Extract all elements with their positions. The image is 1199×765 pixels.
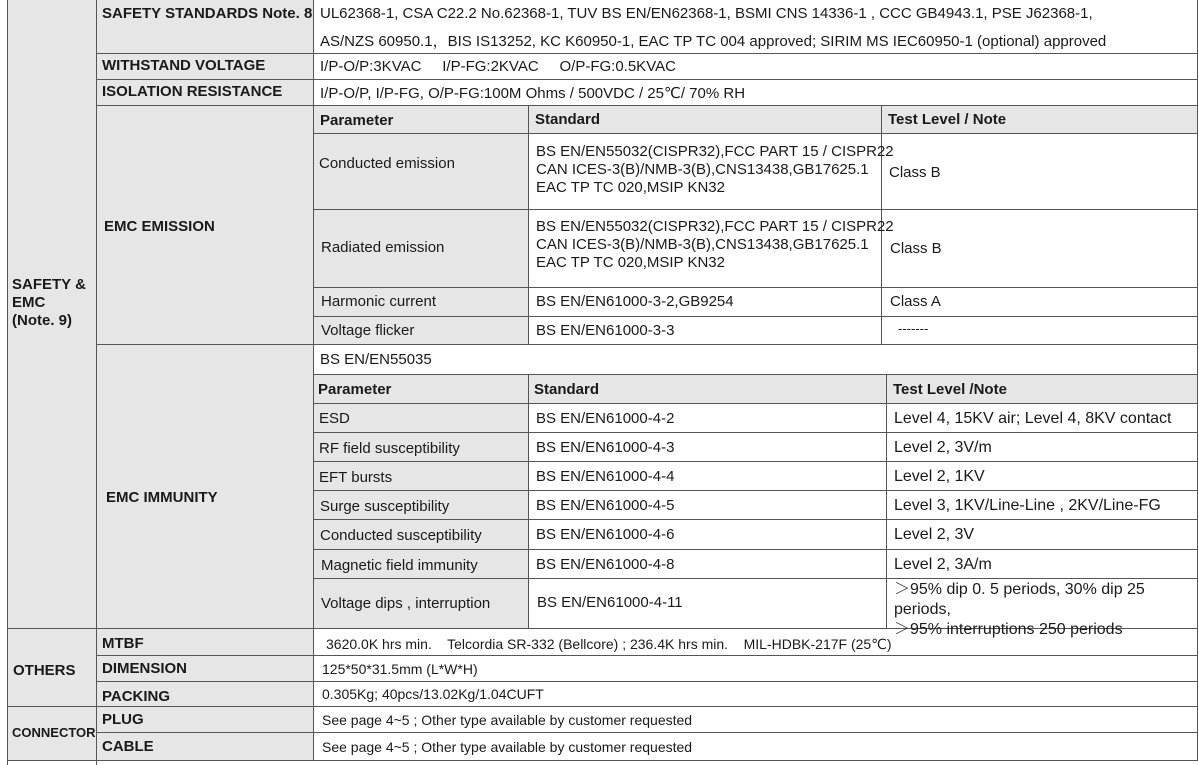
- connector-group-label: CONNECTOR: [12, 725, 96, 740]
- cable-label: CABLE: [102, 738, 154, 755]
- immunity-row-5-standard: BS EN/EN61000-4-6: [536, 526, 675, 543]
- immunity-row-7-parameter: Voltage dips , interruption: [321, 595, 491, 612]
- emission-header-standard: Standard: [535, 111, 601, 128]
- emission-row-3-parameter: Harmonic current: [321, 293, 437, 310]
- immunity-header-row: [314, 375, 1198, 403]
- immunity-row-4-standard: BS EN/EN61000-4-5: [536, 497, 675, 514]
- packing-value: 0.305Kg; 40pcs/13.02Kg/1.04CUFT: [322, 686, 544, 702]
- emission-row-1-standard: BS EN/EN55032(CISPR32),FCC PART 15 / CISPR22 CAN ICES-3(B)/NMB-3(B),CNS13438,GB17625.1 EAC TP TC 020,MSIP KN32: [536, 143, 894, 196]
- emission-row-3-level: Class A: [890, 293, 941, 310]
- emission-header-row: [314, 106, 1198, 133]
- plug-value: See page 4~5 ; Other type available by customer requested: [322, 712, 693, 728]
- safety-standards-line-1: UL62368-1, CSA C22.2 No.62368-1, TUV BS EN/EN62368-1, BSMI CNS 14336-1 , CCC GB4943.1, PSE J62368-1,: [320, 5, 1093, 22]
- immunity-row-2-level: Level 2, 3V/m: [894, 439, 992, 456]
- immunity-header-level: Test Level /Note: [893, 381, 1007, 398]
- emission-row-1-parameter: Conducted emission: [319, 155, 455, 172]
- immunity-row-1-level: Level 4, 15KV air; Level 4, 8KV contact: [894, 410, 1172, 427]
- immunity-row-4-parameter: Surge susceptibility: [320, 498, 450, 515]
- immunity-row-2-parameter: RF field susceptibility: [319, 440, 460, 457]
- emission-row-4-level: -------: [898, 321, 929, 336]
- emission-header-parameter: Parameter: [320, 112, 394, 129]
- emission-row-4-parameter: Voltage flicker: [321, 322, 415, 339]
- immunity-row-3-level: Level 2, 1KV: [894, 468, 985, 485]
- emission-row-2-standard: BS EN/EN55032(CISPR32),FCC PART 15 / CISPR22 CAN ICES-3(B)/NMB-3(B),CNS13438,GB17625.1 EAC TP TC 020,MSIP KN32: [536, 218, 894, 271]
- emission-row-3-standard: BS EN/EN61000-3-2,GB9254: [536, 293, 734, 310]
- immunity-row-2-standard: BS EN/EN61000-4-3: [536, 439, 675, 456]
- emission-row-2-level: Class B: [890, 240, 942, 257]
- immunity-header-parameter: Parameter: [318, 381, 392, 398]
- immunity-row-7-standard: BS EN/EN61000-4-11: [537, 594, 683, 611]
- immunity-row-7-level: ＞95% dip 0. 5 periods, 30% dip 25 periods, ＞95% interruptions 250 periods: [894, 581, 1145, 638]
- immunity-row-1-parameter: ESD: [319, 410, 350, 427]
- safety-standards-line-2: AS/NZS 60950.1，BIS IS13252, KC K60950-1, EAC TP TC 004 approved; SIRIM MS IEC60950-1 (optional) approved: [320, 33, 1107, 50]
- immunity-row-6-parameter: Magnetic field immunity: [321, 557, 478, 574]
- cable-value: See page 4~5 ; Other type available by customer requested: [322, 739, 693, 755]
- immunity-standard-line: BS EN/EN55035: [320, 351, 432, 368]
- emission-row-2-parameter: Radiated emission: [321, 239, 445, 256]
- others-group-label: OTHERS: [13, 662, 76, 679]
- withstand-voltage-label: WITHSTAND VOLTAGE: [102, 57, 266, 74]
- emc-immunity-label-cell: [97, 345, 313, 628]
- immunity-row-3-parameter: EFT bursts: [319, 469, 393, 486]
- dimension-value: 125*50*31.5mm (L*W*H): [322, 661, 478, 677]
- immunity-row-3-standard: BS EN/EN61000-4-4: [536, 468, 675, 485]
- immunity-row-4-level: Level 3, 1KV/Line-Line , 2KV/Line-FG: [894, 497, 1161, 514]
- safety-standards-label: SAFETY STANDARDS Note. 8: [102, 5, 313, 22]
- mtbf-label: MTBF: [102, 635, 144, 652]
- emission-header-level: Test Level / Note: [888, 111, 1007, 128]
- withstand-voltage-value: I/P-O/P:3KVAC I/P-FG:2KVAC O/P-FG:0.5KVAC: [320, 58, 676, 75]
- packing-label: PACKING: [102, 688, 171, 705]
- emc-immunity-label: EMC IMMUNITY: [106, 489, 218, 506]
- immunity-row-5-parameter: Conducted susceptibility: [320, 527, 482, 544]
- immunity-row-5-level: Level 2, 3V: [894, 526, 975, 543]
- isolation-resistance-label: ISOLATION RESISTANCE: [102, 83, 283, 100]
- immunity-row-6-standard: BS EN/EN61000-4-8: [536, 556, 675, 573]
- emission-row-4-standard: BS EN/EN61000-3-3: [536, 322, 675, 339]
- dimension-label: DIMENSION: [102, 660, 188, 677]
- isolation-resistance-value: I/P-O/P, I/P-FG, O/P-FG:100M Ohms / 500VDC / 25℃/ 70% RH: [320, 85, 746, 102]
- immunity-header-standard: Standard: [534, 381, 600, 398]
- emission-row-1-level: Class B: [889, 164, 941, 181]
- safety-emc-group-label: SAFETY & EMC (Note. 9): [12, 276, 86, 329]
- plug-label: PLUG: [102, 711, 144, 728]
- emc-emission-label: EMC EMISSION: [104, 218, 215, 235]
- mtbf-value: 3620.0K hrs min. Telcordia SR-332 (Bellcore) ; 236.4K hrs min. MIL-HDBK-217F (25℃): [326, 636, 892, 652]
- immunity-row-1-standard: BS EN/EN61000-4-2: [536, 410, 675, 427]
- immunity-row-6-level: Level 2, 3A/m: [894, 556, 992, 573]
